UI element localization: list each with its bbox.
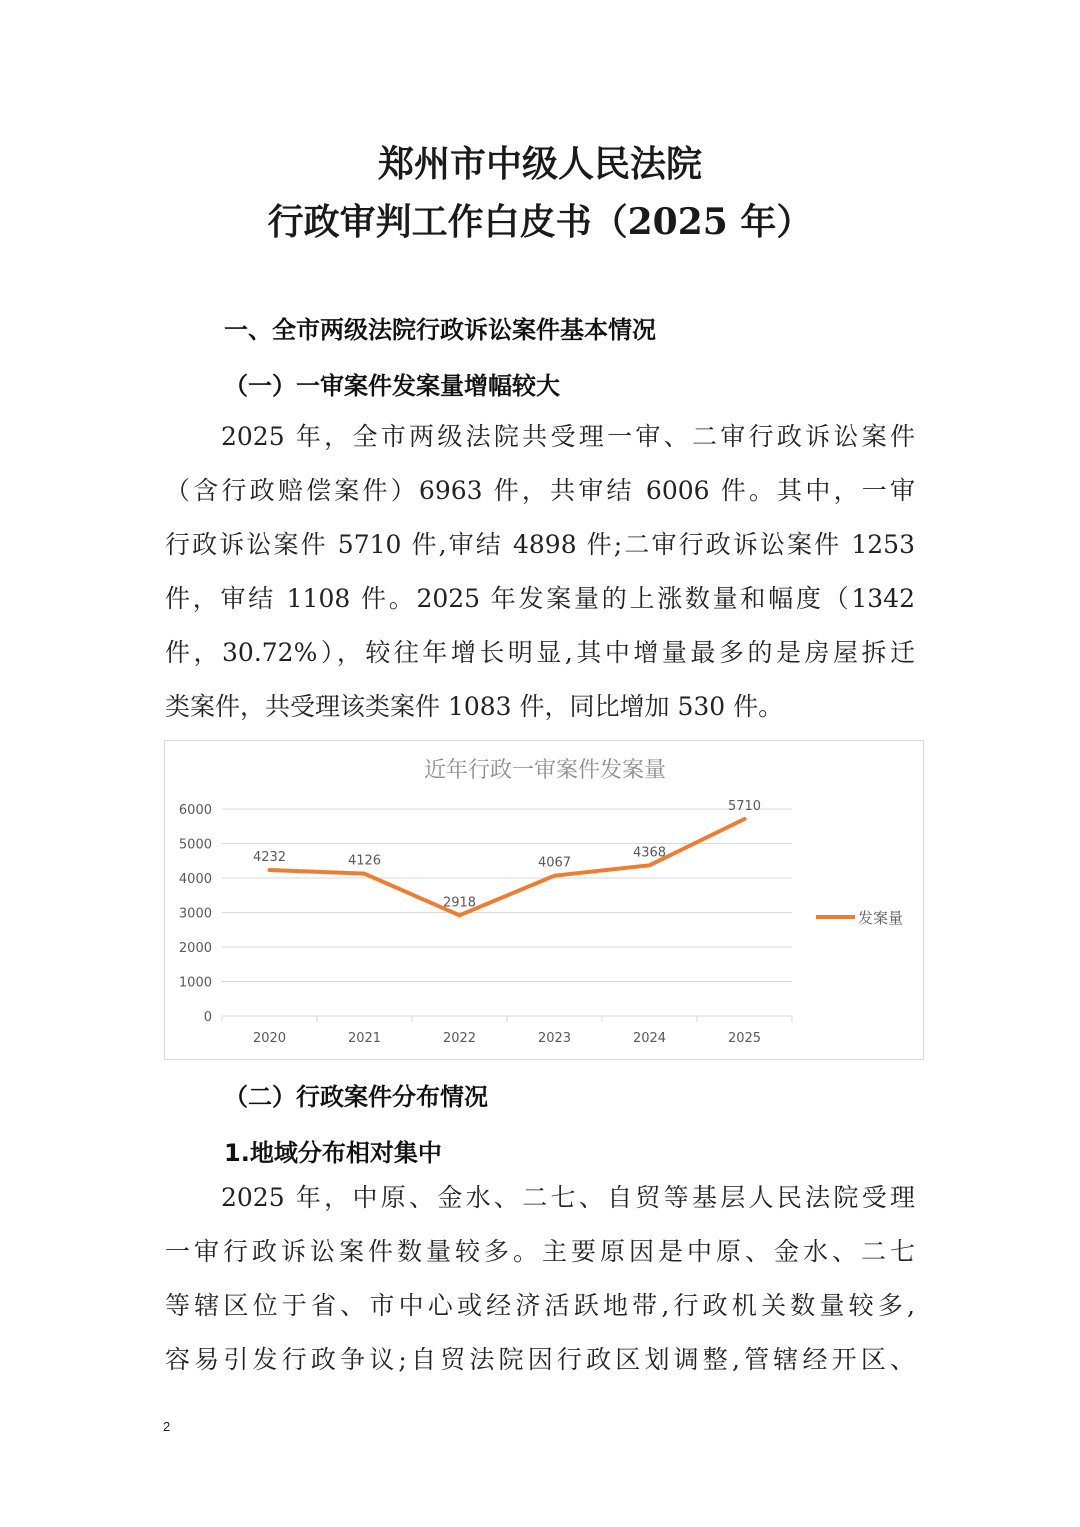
- case-volume-line-chart: [164, 740, 924, 1060]
- y-tick-label: 2000: [178, 941, 212, 956]
- chart-title: 近年行政一审案件发案量: [423, 758, 667, 783]
- paragraph-line: 行政诉讼案件 5710 件,审结 4898 件;二审行政诉讼案件 1253: [165, 530, 915, 559]
- paragraph-line: 等辖区位于省、市中心或经济活跃地带,行政机关数量较多,: [165, 1291, 915, 1320]
- legend-label: 发案量: [858, 909, 904, 927]
- y-tick-label: 0: [203, 1010, 212, 1025]
- document-title-line-2: 行政审判工作白皮书（2025 年）: [267, 201, 813, 243]
- section-2-subheading: （二）行政案件分布情况: [224, 1083, 488, 1111]
- chart-gridlines: [222, 809, 792, 1022]
- chart-x-axis-labels: [253, 1031, 761, 1046]
- series-line-发案量: [270, 819, 745, 915]
- chart-y-axis-labels: [179, 803, 212, 1025]
- paragraph-line: （含行政赔偿案件）6963 件，共审结 6006 件。其中，一审: [165, 476, 915, 505]
- page-number: 2: [163, 1419, 171, 1434]
- paragraph-line: 2025 年，全市两级法院共受理一审、二审行政诉讼案件: [221, 422, 915, 451]
- y-tick-label: 6000: [178, 803, 212, 818]
- chart-canvas: [165, 741, 923, 1059]
- x-tick-label: 2020: [252, 1031, 287, 1046]
- paragraph-line: 件，30.72%），较往年增长明显,其中增量最多的是房屋拆迁: [165, 638, 915, 667]
- data-label: 4067: [537, 855, 572, 871]
- chart-legend: [816, 909, 903, 927]
- section-1-subheading: （一）一审案件发案量增幅较大: [224, 372, 560, 400]
- section-2-subsubheading: 1.地域分布相对集中: [224, 1139, 442, 1167]
- x-tick-label: 2023: [537, 1031, 572, 1046]
- x-tick-label: 2022: [442, 1031, 477, 1046]
- data-label: 5710: [727, 799, 762, 815]
- paragraph-line: 一审行政诉讼案件数量较多。主要原因是中原、金水、二七: [165, 1237, 915, 1266]
- paragraph-line: 类案件，共受理该类案件 1083 件，同比增加 530 件。: [165, 692, 784, 721]
- x-tick-label: 2024: [632, 1031, 667, 1046]
- section-2-paragraph: [165, 1171, 915, 1387]
- data-label: 4126: [347, 853, 382, 869]
- section-1-heading: 一、全市两级法院行政诉讼案件基本情况: [224, 316, 656, 344]
- x-tick-label: 2021: [347, 1031, 382, 1046]
- section-1-paragraph: [165, 410, 915, 734]
- y-tick-label: 4000: [178, 872, 212, 887]
- document-title-line-1: 郑州市中级人民法院: [377, 143, 702, 185]
- data-label: 4232: [252, 849, 287, 865]
- data-label: 4368: [632, 845, 667, 861]
- y-tick-label: 3000: [178, 906, 212, 922]
- paragraph-line: 容易引发行政争议;自贸法院因行政区划调整,管辖经开区、: [165, 1345, 915, 1374]
- paragraph-line: 2025 年，中原、金水、二七、自贸等基层人民法院受理: [221, 1183, 915, 1212]
- paragraph-line: 件，审结 1108 件。2025 年发案量的上涨数量和幅度（1342: [165, 584, 915, 613]
- y-tick-label: 1000: [178, 975, 212, 991]
- x-tick-label: 2025: [727, 1031, 762, 1046]
- data-label: 2918: [442, 895, 477, 911]
- y-tick-label: 5000: [178, 837, 212, 853]
